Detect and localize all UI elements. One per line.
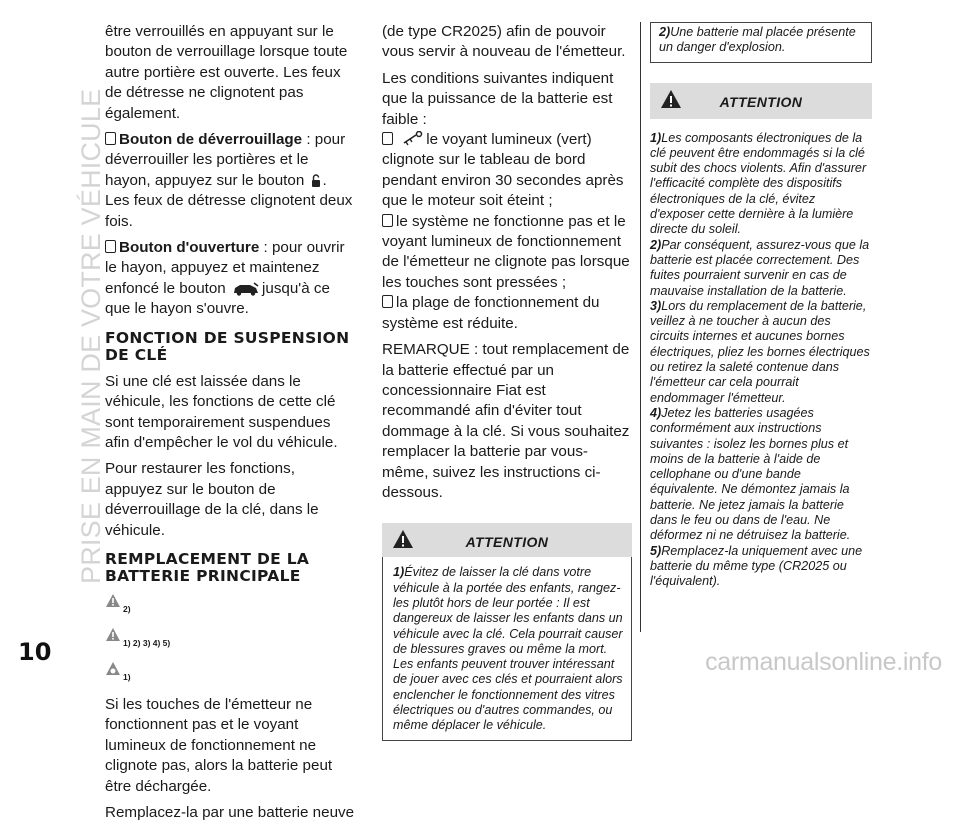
attention-item-number: 5) [650, 543, 662, 558]
paragraph: Les conditions suivantes indiquent que la puissance de la batterie est faible : [382, 69, 614, 128]
checkbox-bullet-icon [382, 214, 393, 227]
paragraph: Pour restaurer les fonctions, appuyez sur le bouton de déverrouillage de la clé, dans le véhicule. [105, 460, 319, 539]
column-middle [382, 22, 632, 741]
paragraph: Si les touches de l'émetteur ne fonctionnent pas et le voyant lumineux de fonctionnement ne clignote pas, alors la batterie peut être déchargée. [105, 695, 333, 795]
open-button-item [105, 238, 355, 320]
attention-item [650, 299, 872, 406]
section-side-title [36, 24, 106, 584]
checkbox-bullet-icon [382, 132, 393, 145]
page-number: 10 [18, 638, 52, 666]
attention-title: ATTENTION [719, 93, 803, 110]
checkbox-bullet-icon [382, 295, 393, 308]
paragraph: Si une clé est laissée dans le véhicule, les fonctions de cette clé sont temporairement suspendues afin d'empêcher le vol du véhicule. [105, 372, 338, 451]
attention-item [650, 238, 872, 299]
warning-triangle-icon [105, 627, 121, 643]
bullet-item [382, 293, 632, 334]
reference-numbers: 2) [123, 603, 131, 614]
attention-item-number: 1) [393, 565, 405, 580]
attention-item-text: Par conséquent, assurez-vous que la batterie est placée correctement. Des fuites pourraient survenir en cas de mauvaise installation de la batterie. [650, 237, 870, 298]
paragraph: être verrouillés en appuyant sur le bouton de verrouillage lorsque toute autre portière est ouverte. Les feux de détresse ne clignotent pas également. [105, 23, 348, 122]
note-box [650, 22, 872, 63]
attention-item [650, 406, 872, 544]
info-note-icon [105, 593, 121, 609]
note-text: Une batterie mal placée présente un danger d'explosion. [659, 25, 856, 55]
attention-item-number: 2) [650, 237, 662, 252]
column-right [650, 22, 872, 590]
bullet-item [382, 130, 632, 212]
attention-item-text: Remplacez-la uniquement avec une batterie du même type (CR2025 ou l'équivalent). [650, 543, 863, 589]
bullet-item [382, 212, 632, 294]
column-divider [640, 22, 641, 632]
attention-title: ATTENTION [465, 534, 549, 551]
attention-item-number: 3) [650, 298, 662, 313]
reference-numbers: 1) [123, 671, 131, 682]
attention-item-number: 4) [650, 405, 662, 420]
unlock-text-end: . Les feux de détresse clignotent deux fois. [105, 171, 353, 230]
environment-leaf-icon [105, 661, 121, 677]
key-warning-light-icon [402, 131, 424, 147]
bullet-text: le système ne fonctionne pas et le voyant lumineux de fonctionnement de l'émetteur ne clignote pas lorsque les touches sont pressées ; [382, 212, 630, 291]
attention-body [382, 557, 632, 740]
open-text: : pour ouvrir le hayon, appuyez et maintenez enfoncé le bouton [105, 239, 345, 297]
attention-item-text: Les composants électroniques de la clé peuvent être endommagés si la clé subit des chocs violents. Afin d'assurer l'efficacité complète des dispositifs électroniques de la clé, évitez d'exposer cette dernière à la lumière directe du soleil. [650, 130, 867, 237]
attention-header [382, 523, 632, 557]
paragraph: (de type CR2025) afin de pouvoir vous servir à nouveau de l'émetteur. [382, 23, 626, 61]
attention-item-text: Évitez de laisser la clé dans votre véhicule à la portée des enfants, rangez-les plutôt hors de leur portée : Il est dangereux de laisser les enfants dans un véhicule avec la clé. Cela pourrait causer de blessures graves ou même la mort. Les enfants peuvent trouver intéressant de jouer avec ces clés et pourraient alors enclencher le fonctionnement des vitres électriques ou d'autres commandes, ou même déplacer le véhicule. [393, 565, 623, 733]
paragraph: REMARQUE : tout remplacement de la batterie effectué par un concessionnaire Fiat est recommandé afin d'éviter tout dommage à la clé. Si vous souhaitez remplacer la batterie par vous-même, suivez les instructions ci-dessous. [382, 341, 630, 501]
watermark: carmanualsonline.info [705, 648, 942, 676]
note-number: 2) [659, 25, 671, 39]
section-title-text: PRISE EN MAIN DE VOTRE VÉHICULE [76, 88, 106, 584]
unlock-text: : pour déverrouiller les portières et le hayon, appuyez sur le bouton [105, 131, 346, 189]
car-tailgate-icon [232, 282, 260, 296]
attention-body [650, 119, 872, 590]
reference-numbers: 1) 2) 3) 4) 5) [123, 637, 171, 648]
unlock-button-item [105, 130, 355, 232]
attention-item-text: Lors du remplacement de la batterie, veillez à ne toucher à aucun des circuits internes et aucunes bornes électriques, pliez les bornes électriques ou retirez la saleté contenue dans l'émetteur car cela pourrait endommager l'émetteur. [650, 298, 870, 405]
open-text-end: jusqu'à ce que le hayon s'ouvre. [105, 279, 330, 318]
unlock-label: Bouton de déverrouillage [119, 131, 303, 149]
column-left [105, 22, 355, 829]
warning-reference [105, 627, 355, 651]
bullet-text: le voyant lumineux (vert) clignote sur le tableau de bord pendant environ 30 secondes après que le moteur soit éteint ; [382, 131, 624, 210]
checkbox-bullet-icon [105, 240, 116, 253]
bullet-text: la plage de fonctionnement du système est réduite. [382, 294, 600, 332]
environment-reference [105, 661, 355, 685]
attention-item-text: Jetez les batteries usagées conformément aux instructions suivantes : isolez les bornes plus et moins de la batterie à l'aide de cellophane ou d'une bande équivalente. Ne démontez jamais la batterie. Ne jetez jamais la batterie dans le feu ou dans de l'eau. Ne déformez ni ne détruisez la batterie. [650, 405, 851, 543]
attention-header [650, 83, 872, 119]
padlock-open-icon [311, 174, 321, 188]
checkbox-bullet-icon [105, 132, 116, 145]
attention-item [650, 544, 872, 590]
paragraph: Remplacez-la par une batterie neuve [105, 803, 355, 821]
heading-battery-replacement: REMPLACEMENT DE LA BATTERIE PRINCIPALE [105, 549, 310, 585]
open-label: Bouton d'ouverture [119, 239, 260, 257]
heading-key-suspension: FONCTION DE SUSPENSION DE CLÉ [105, 328, 350, 364]
attention-item [650, 131, 872, 238]
attention-item-number: 1) [650, 130, 662, 145]
note-reference [105, 593, 355, 617]
